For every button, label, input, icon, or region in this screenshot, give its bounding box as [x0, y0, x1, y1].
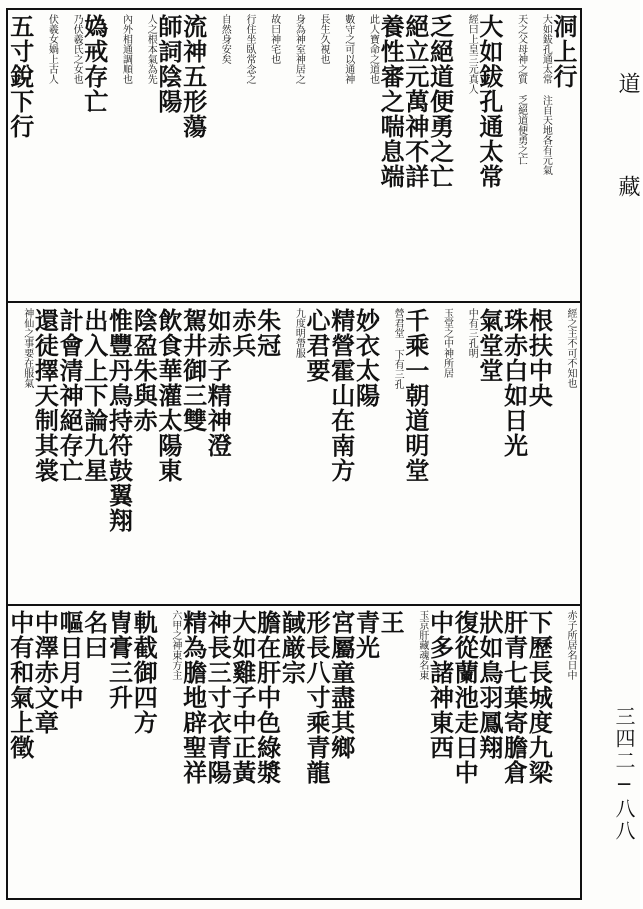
margin-page-number: 三四二─八八: [612, 706, 636, 842]
text-column: 六甲之神東方主: [169, 610, 181, 680]
text-column: 故曰神宅也: [268, 14, 280, 64]
text-column: 乏絕道便勇之亡: [425, 14, 455, 189]
text-column: 根扶中央: [524, 308, 554, 408]
text-column: 氣堂堂: [474, 308, 504, 383]
text-column: 玉堂之中神所居: [441, 308, 453, 378]
text-column: 馘厳宗: [277, 610, 307, 685]
text-column: 珠赤白如日光: [499, 308, 529, 458]
text-column: 神仙之事要在服氣: [21, 308, 33, 388]
text-column: 人之根本氣為先: [145, 14, 157, 84]
text-column: 軌截御四方: [129, 610, 159, 735]
text-column: 大如雞子中正黃: [227, 610, 257, 785]
text-column: 經之主不可不知也: [565, 308, 576, 388]
text-column: 下歷長城度九梁: [524, 610, 554, 785]
text-column: 玉京肝藏魂名東: [416, 610, 428, 680]
text-column: 冑膏三升: [104, 610, 134, 710]
text-column: 千乘一朝道明堂: [400, 308, 430, 483]
text-column: 計會清神絕存亡: [55, 308, 85, 483]
text-column: 五寸銳下行: [5, 14, 35, 139]
panel-divider-1: [6, 301, 582, 303]
text-column: 王: [376, 610, 406, 635]
text-column: 內外相通調順也: [120, 14, 132, 84]
text-column: 陰盈朱與赤: [129, 308, 159, 433]
text-column: 經曰上皇三元真人: [466, 14, 478, 94]
text-column: 妙衣太陽: [351, 308, 381, 408]
text-column: 身為神室神居之: [293, 14, 305, 84]
text-column: 赤子所居名日中: [565, 610, 576, 680]
text-column: 出入上下論九星: [79, 308, 109, 483]
text-column: 營君堂 下有三孔: [392, 308, 404, 389]
text-column: 中澤赤文章: [30, 610, 60, 735]
text-column: 精為膽地辟聖祥: [178, 610, 208, 785]
text-column: 洞上行: [549, 14, 578, 89]
text-column: 數守之可以通神: [342, 14, 354, 84]
text-column: 精營霍山在南方: [326, 308, 356, 483]
text-column: 師詞陰陽: [153, 14, 183, 114]
text-column: 朱冠: [252, 308, 282, 358]
text-column: 伏羲女媧上古人: [46, 14, 58, 84]
text-column: 如赤子精神澄: [203, 308, 233, 458]
text-column: 心君要: [302, 308, 332, 383]
text-column: 神長三寸衣青陽: [203, 610, 233, 785]
text-column: 乃伏羲氏之女也: [71, 14, 83, 84]
text-column: 赤兵: [227, 308, 257, 358]
text-column: 大如鈸孔通太常: [474, 14, 504, 189]
text-column: 媯戒存亡: [79, 14, 109, 114]
text-column: 養性審之喘息端: [376, 14, 406, 189]
text-column: 復從蘭池走日中: [450, 610, 480, 785]
text-column: 九度明帶服: [293, 308, 305, 358]
text-column: 青光: [351, 610, 381, 660]
text-column: 宮屬童盡其鄉: [326, 610, 356, 760]
text-column: 大如鈸孔通太常 注自天地各有元氣: [540, 14, 552, 175]
margin-title: 道 藏: [615, 72, 640, 225]
text-column: 嘔日月中: [55, 610, 85, 710]
text-column: 絕立元萬神不詳: [400, 14, 430, 189]
text-column: 肝青七葉寄膽倉: [499, 610, 529, 785]
panel-divider-2: [6, 604, 582, 606]
text-column: 形長八寸乘青龍: [302, 610, 332, 785]
text-column: 名曰: [79, 610, 109, 660]
text-column: 中多諸神東西: [425, 610, 455, 760]
text-column: 中有和氣上徵: [5, 610, 35, 760]
text-column: 此人寶命之道也: [367, 14, 379, 84]
text-panel-top: [5, 14, 578, 296]
text-column: 駕井御三雙: [178, 308, 208, 433]
text-panel-bottom: [5, 610, 578, 894]
text-column: 飲食華灌太陽東: [153, 308, 183, 483]
text-column: 還徒擇天制其裳: [30, 308, 60, 483]
text-column: 膽在肝中色綠漿: [252, 610, 282, 785]
text-column: 長生久視也: [318, 14, 330, 64]
text-column: 流神五形蕩: [178, 14, 208, 139]
text-column: 中有三孔明: [466, 308, 478, 358]
text-column: 自然身安矣: [219, 14, 231, 64]
text-column: 惟豐丹鳥持符鼓翼翔: [104, 308, 134, 533]
text-column: 行住坐臥常念之: [243, 14, 255, 84]
text-panel-middle: [10, 308, 578, 598]
text-column: 天之父母神之質 乏絕道便勇之亡: [515, 14, 527, 165]
text-column: 狀如鳥羽鳳翔: [474, 610, 504, 760]
